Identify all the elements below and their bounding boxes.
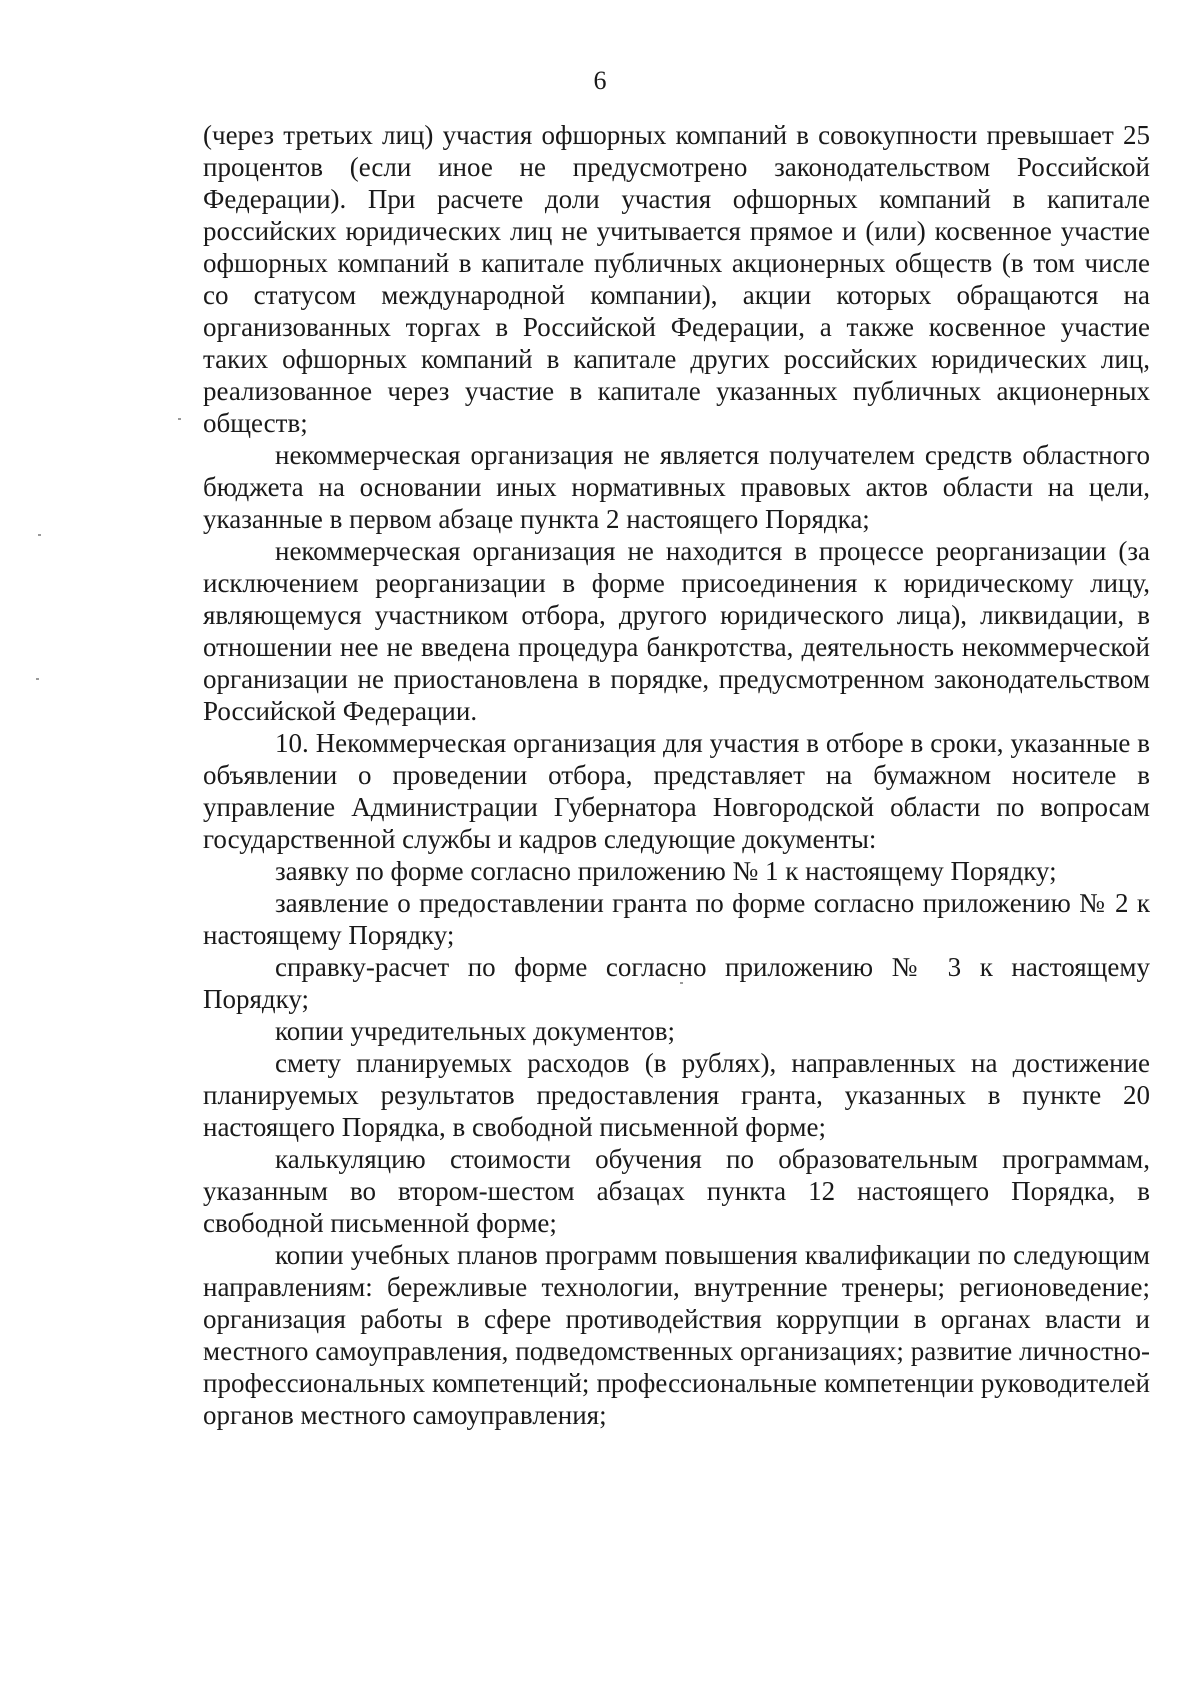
list-item-grant-statement: заявление о предоставлении гранта по форме согласно приложению № 2 к настоящему Порядку;: [203, 888, 1150, 950]
paragraph-offshore-participation: (через третьих лиц) участия офшорных компаний в совокупности превышает 25 процентов (если иное не предусмотрено законодательством Российской Федерации). При расчете доли участия офшорных компаний в капитале российских юридических лиц не учитывается прямое и (или) косвенное участие офшорных компаний в капитале публичных акционерных обществ (в том числе со статусом международной компании), акции которых обращаются на организованных торгах в Российской Федерации, а также косвенное участие таких офшорных компаний в капитале других российских юридических лиц, реализованное через участие в капитале указанных публичных акционерных обществ;: [203, 120, 1150, 438]
list-item-founding-documents: копии учредительных документов;: [275, 1016, 675, 1046]
list-item-curricula-copies: копии учебных планов программ повышения квалификации по следующим направлениям: бережливые технологии, внутренние тренеры; регионоведение; организация работы в сфере противодействия коррупции в органах власти и местного самоуправления, подведомственных организациях; развитие личностно-профессиональных компетенций; профессиональные компетенции руководителей органов местного самоуправления;: [203, 1240, 1150, 1430]
paragraph-item-10: 10. Некоммерческая организация для участия в отборе в сроки, указанные в объявлении о проведении отбора, представляет на бумажном носителе в управление Администрации Губернатора Новгородской области по вопросам государственной службы и кадров следующие документы:: [203, 728, 1150, 854]
list-item-calculation-certificate: справку-расчет по форме согласно приложению № 3 к настоящему Порядку;: [203, 952, 1150, 1014]
paragraph-no-reorganization: некоммерческая организация не находится в процессе реорганизации (за исключением реорганизации в форме присоединения к юридическому лицу, являющемуся участником отбора, другого юридического лица), ликвидации, в отношении нее не введена процедура банкротства, деятельность некоммерческой организации не приостановлена в порядке, предусмотренном законодательством Российской Федерации.: [203, 536, 1150, 726]
list-item-expense-estimate: смету планируемых расходов (в рублях), направленных на достижение планируемых результатов предоставления гранта, указанных в пункте 20 настоящего Порядка, в свободной письменной форме;: [203, 1048, 1150, 1142]
list-item-training-cost: калькуляцию стоимости обучения по образовательным программам, указанным во втором-шестом абзацах пункта 12 настоящего Порядка, в свободной письменной форме;: [203, 1144, 1150, 1238]
paragraph-not-budget-recipient: некоммерческая организация не является получателем средств областного бюджета на основании иных нормативных правовых актов области на цели, указанные в первом абзаце пункта 2 настоящего Порядка;: [203, 440, 1150, 534]
scan-speck: [38, 534, 41, 536]
page-number: 6: [593, 66, 607, 95]
scan-speck: [680, 982, 683, 984]
list-item-application: заявку по форме согласно приложению № 1 к настоящему Порядку;: [275, 856, 1057, 886]
scan-speck: [36, 678, 39, 680]
scan-speck: [178, 418, 181, 420]
body-text: [203, 119, 1150, 1431]
